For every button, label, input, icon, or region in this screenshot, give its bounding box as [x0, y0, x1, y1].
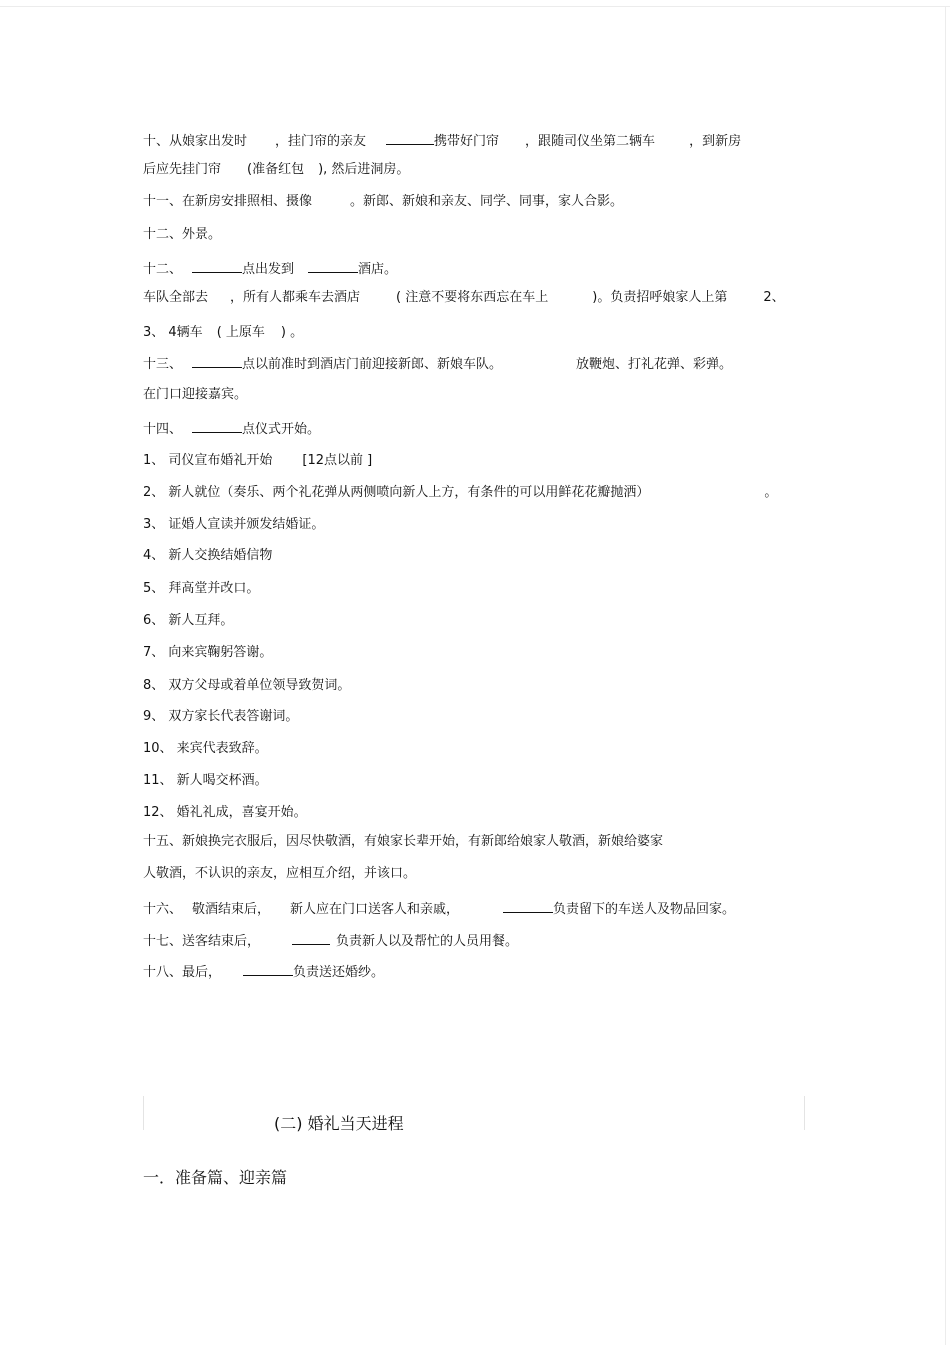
- text: 3、 4辆车: [143, 325, 203, 340]
- text: ( 上原车: [216, 325, 265, 340]
- ceremony-item-5: [143, 581, 259, 597]
- text: 酒店。: [358, 262, 398, 277]
- text: 负责新人以及帮忙的人员用餐。: [336, 934, 519, 949]
- text: 十二、外景。: [143, 227, 222, 242]
- text: [12点以前 ]: [302, 453, 373, 468]
- blank-underline: [503, 899, 553, 913]
- step-13-line-2: [143, 387, 247, 403]
- ceremony-item-6: [143, 613, 233, 629]
- blank-underline: [308, 259, 358, 273]
- text: 十八、最后，: [143, 965, 222, 980]
- step-12-cars: [143, 325, 303, 341]
- text: 2、: [763, 290, 785, 305]
- text: ，到新房: [689, 134, 742, 149]
- step-15-line-1: [143, 834, 663, 850]
- blank-underline: [386, 131, 434, 145]
- text: ), 然后进洞房。: [318, 162, 410, 177]
- step-12-outdoor: [143, 227, 221, 243]
- text: 十七、送客结束后，: [143, 934, 261, 949]
- text: 8、 双方父母或着单位领导致贺词。: [143, 678, 351, 693]
- text: 十四、: [143, 422, 183, 437]
- ceremony-item-1: [143, 453, 372, 469]
- text: 十、从娘家出发时: [143, 134, 248, 149]
- text: 点仪式开始。: [242, 422, 321, 437]
- sub-heading: (二) 婚礼当天进程: [274, 1114, 404, 1133]
- text: (准备红包: [247, 162, 305, 177]
- text: 负责送还婚纱。: [293, 965, 385, 980]
- text: )。负责招呼娘家人上第: [592, 290, 728, 305]
- text: 后应先挂门帘: [143, 162, 222, 177]
- step-10-line-1: [143, 131, 741, 150]
- text: 十五、新娘换完衣服后，因尽快敬酒，有娘家长辈开始，有新郎给娘家人敬酒，新娘给婆家: [143, 834, 664, 849]
- text: 。: [764, 485, 778, 500]
- text: 12、 婚礼礼成，喜宴开始。: [143, 805, 307, 820]
- text: 人敬酒，不认识的亲友，应相互介绍，并该口。: [143, 866, 417, 881]
- section-heading: 一．准备篇、迎亲篇: [143, 1168, 288, 1187]
- page-edge-top: [0, 6, 950, 7]
- text: 10、 来宾代表致辞。: [143, 741, 268, 756]
- blank-underline: [192, 419, 242, 433]
- text: 敬酒结束后，: [192, 902, 271, 917]
- ceremony-item-10: [143, 741, 268, 757]
- blank-underline: [192, 354, 242, 368]
- step-15-line-2: [143, 866, 416, 882]
- text: 十一、在新房安排照相、摄像: [143, 194, 313, 209]
- text: 2、 新人就位（奏乐、两个礼花弹从两侧喷向新人上方，有条件的可以用鲜花花瓣抛洒）: [143, 485, 650, 500]
- ceremony-item-7: [143, 645, 272, 661]
- text: 11、 新人喝交杯酒。: [143, 773, 268, 788]
- text: 十六、: [143, 902, 183, 917]
- text: 6、 新人互拜。: [143, 613, 234, 628]
- text: 携带好门帘: [434, 134, 500, 149]
- ceremony-item-12: [143, 805, 307, 821]
- ceremony-item-9: [143, 709, 298, 725]
- text: 4、 新人交换结婚信物: [143, 548, 273, 563]
- text: ，挂门帘的亲友: [275, 134, 367, 149]
- frame-left-line: [143, 1096, 144, 1130]
- blank-underline: [192, 259, 242, 273]
- ceremony-item-8: [143, 678, 350, 694]
- ceremony-item-11: [143, 773, 268, 789]
- ceremony-item-2: [143, 485, 777, 501]
- ceremony-item-4: [143, 548, 272, 564]
- text: 十三、: [143, 357, 183, 372]
- blank-underline: [292, 931, 330, 945]
- step-18: [143, 962, 384, 981]
- ceremony-item-3: [143, 517, 324, 533]
- text: 7、 向来宾鞠躬答谢。: [143, 645, 273, 660]
- step-13-line-1: [143, 354, 732, 373]
- text: 车队全部去: [143, 290, 209, 305]
- text: 。新郎、新娘和亲友、同学、同事，家人合影。: [350, 194, 624, 209]
- blank-underline: [243, 962, 293, 976]
- text: 点出发到: [242, 262, 295, 277]
- frame-right-line: [804, 1096, 805, 1130]
- step-12-depart: [143, 259, 397, 278]
- text: 3、 证婚人宣读并颁发结婚证。: [143, 517, 325, 532]
- text: 在门口迎接嘉宾。: [143, 387, 248, 402]
- text: 9、 双方家长代表答谢词。: [143, 709, 299, 724]
- text: 5、 拜高堂并改口。: [143, 581, 260, 596]
- text: 点以前准时到酒店门前迎接新郎、新娘车队。: [242, 357, 503, 372]
- step-11: [143, 194, 623, 210]
- text: 放鞭炮、打礼花弹、彩弹。: [576, 357, 733, 372]
- text: 1、 司仪宣布婚礼开始: [143, 453, 273, 468]
- text: 新人应在门口送客人和亲戚，: [290, 902, 460, 917]
- step-12-convoy: [143, 290, 785, 306]
- page-edge-right: [945, 6, 946, 1345]
- text: 十二、: [143, 262, 183, 277]
- text: 负责留下的车送人及物品回家。: [553, 902, 736, 917]
- step-14: [143, 419, 320, 438]
- step-16: [143, 899, 735, 918]
- step-10-line-2: [143, 162, 409, 178]
- text: ，所有人都乘车去酒店: [230, 290, 361, 305]
- text: ) 。: [280, 325, 304, 340]
- step-17: [143, 931, 518, 950]
- text: ，跟随司仪坐第二辆车: [525, 134, 656, 149]
- text: ( 注意不要将东西忘在车上: [396, 290, 549, 305]
